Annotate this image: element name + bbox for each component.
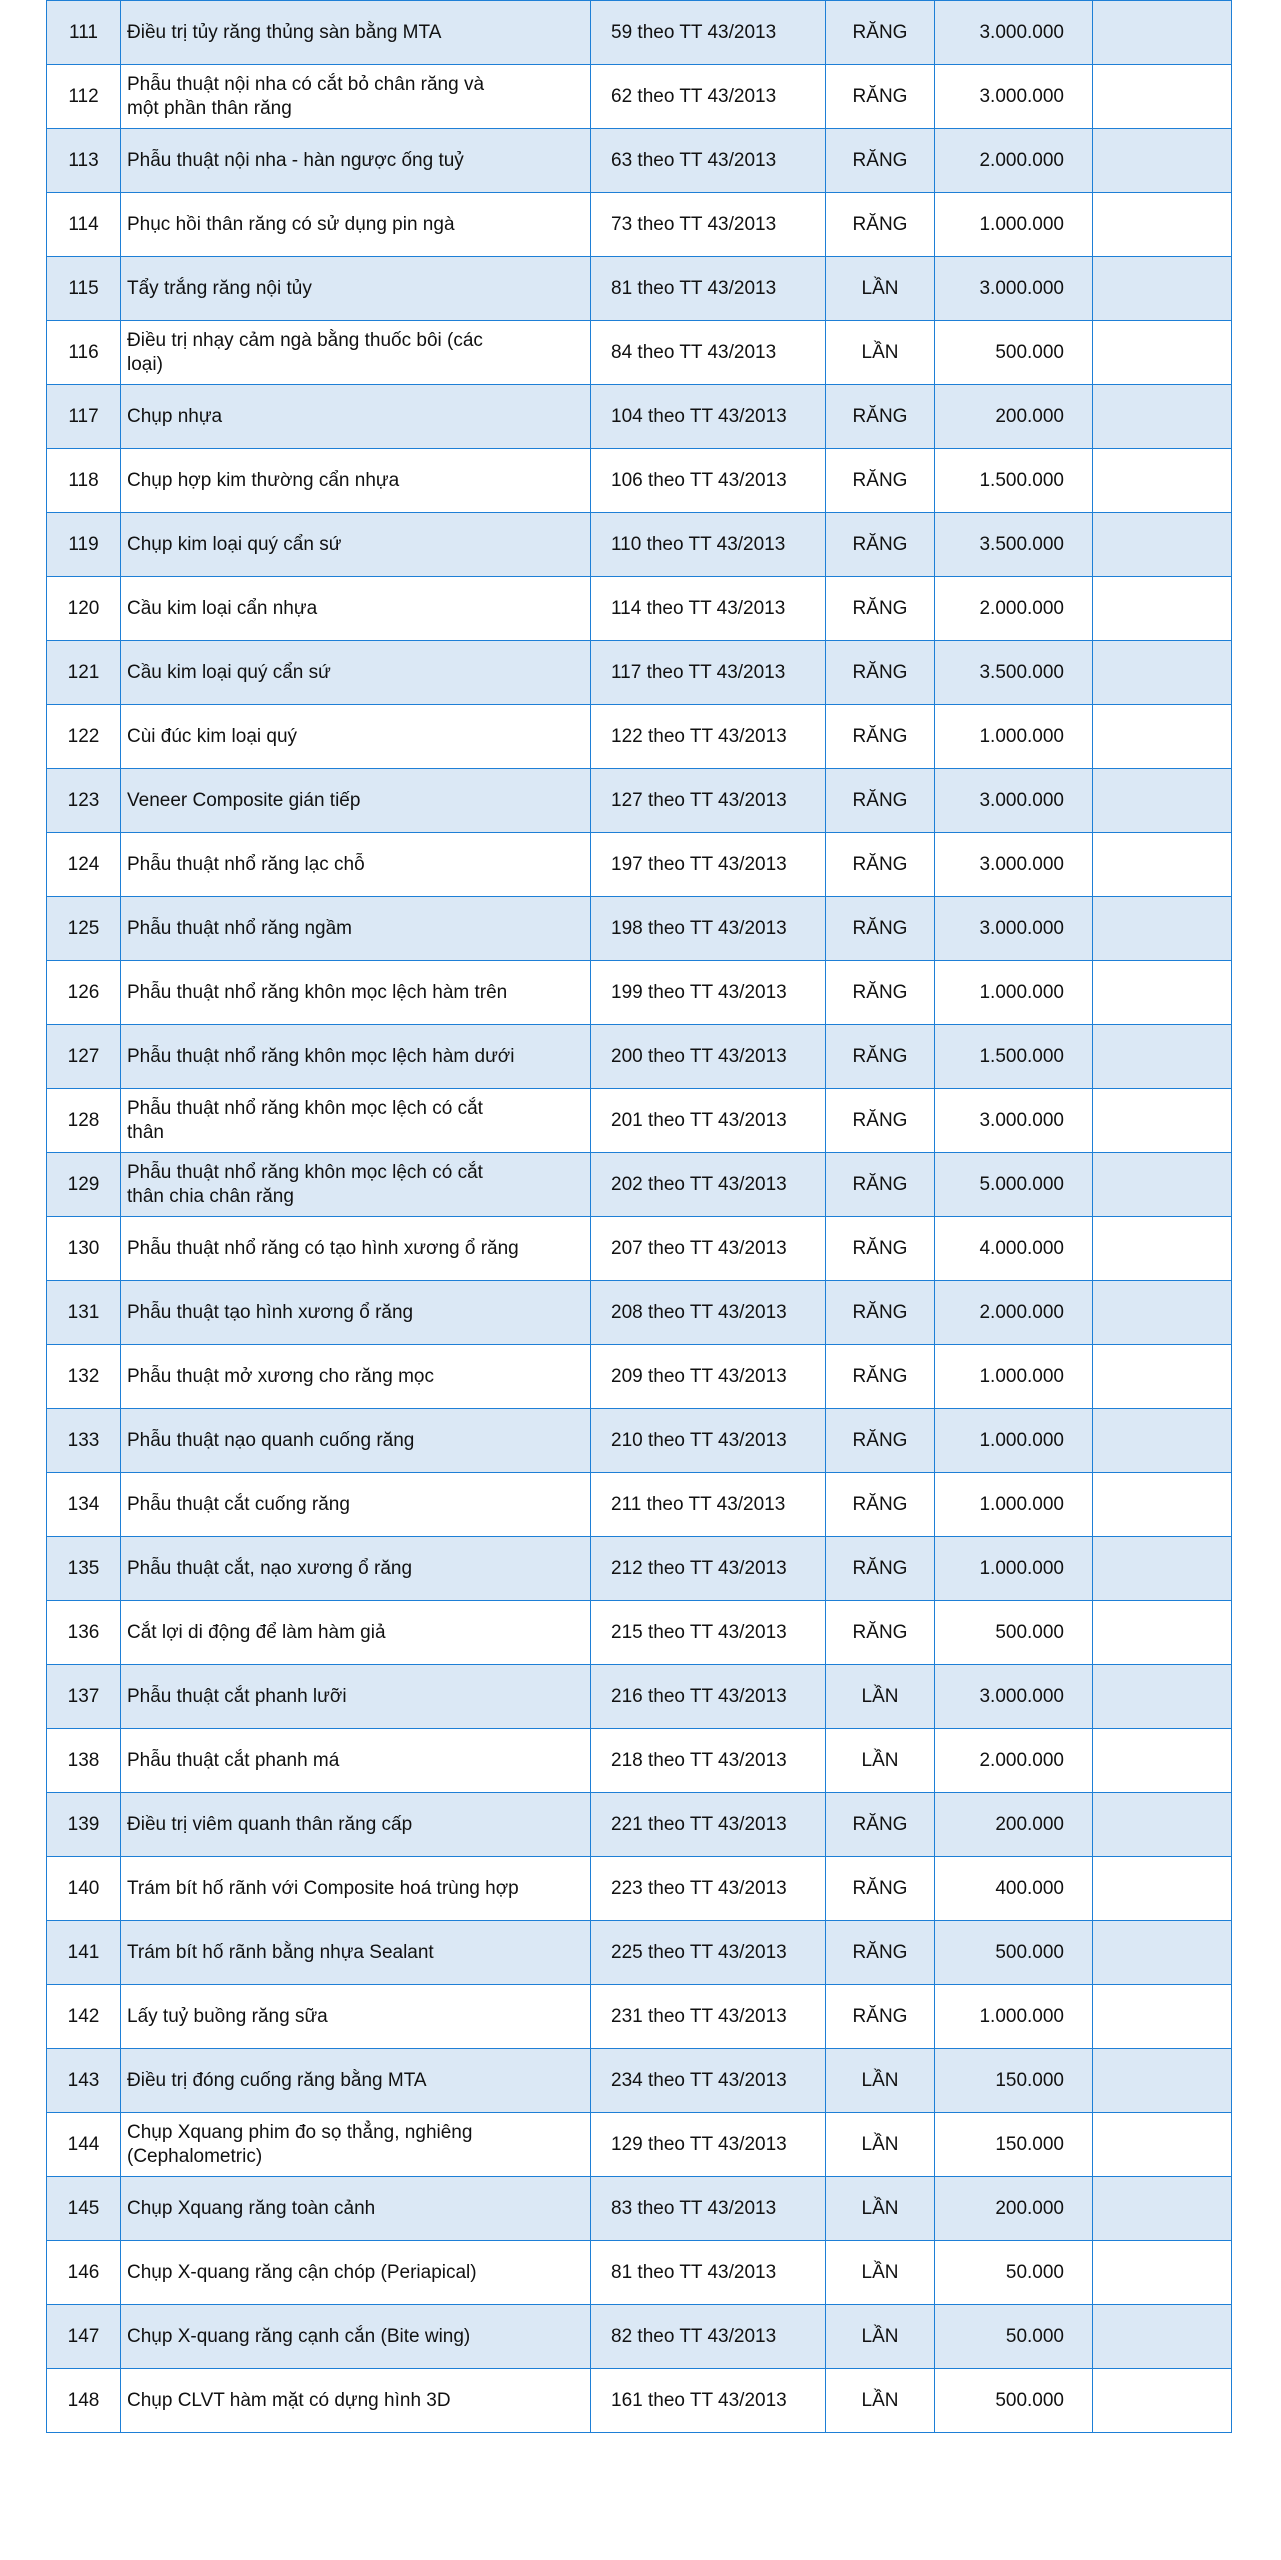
unit: RĂNG [826,1473,935,1537]
service-name: Veneer Composite gián tiếp [121,769,591,833]
row-number: 141 [47,1921,121,1985]
table-row [47,1857,1232,1921]
service-name: Cùi đúc kim loại quý [121,705,591,769]
table-row [47,1665,1232,1729]
row-number: 134 [47,1473,121,1537]
regulation-reference: 104 theo TT 43/2013 [591,385,826,449]
row-number: 130 [47,1217,121,1281]
service-name: Điều trị đóng cuống răng bằng MTA [121,2049,591,2113]
table-row [47,1217,1232,1281]
regulation-reference: 221 theo TT 43/2013 [591,1793,826,1857]
unit: LẦN [826,2113,935,2177]
regulation-reference: 216 theo TT 43/2013 [591,1665,826,1729]
price: 3.000.000 [935,769,1093,833]
regulation-reference: 122 theo TT 43/2013 [591,705,826,769]
service-name: Chụp X-quang răng cạnh cắn (Bite wing) [121,2305,591,2369]
row-number: 119 [47,513,121,577]
service-name: Phẫu thuật nhổ răng khôn mọc lệch có cắt thân [121,1089,591,1153]
row-number: 116 [47,321,121,385]
price: 1.000.000 [935,1985,1093,2049]
regulation-reference: 223 theo TT 43/2013 [591,1857,826,1921]
unit: RĂNG [826,1281,935,1345]
service-name: Phẫu thuật nội nha có cắt bỏ chân răng và một phần thân răng [121,65,591,129]
price: 2.000.000 [935,129,1093,193]
row-number: 120 [47,577,121,641]
unit: RĂNG [826,1217,935,1281]
table-row [47,705,1232,769]
price: 1.000.000 [935,961,1093,1025]
unit: LẦN [826,2305,935,2369]
row-number: 123 [47,769,121,833]
table-row [47,2177,1232,2241]
row-number: 137 [47,1665,121,1729]
table-row [47,577,1232,641]
service-name: Phẫu thuật cắt phanh lưỡi [121,1665,591,1729]
unit: RĂNG [826,1153,935,1217]
row-number: 129 [47,1153,121,1217]
price: 3.000.000 [935,1089,1093,1153]
table-row [47,257,1232,321]
service-name: Điều trị viêm quanh thân răng cấp [121,1793,591,1857]
table-row [47,2241,1232,2305]
table-row [47,1473,1232,1537]
service-name: Phẫu thuật nhổ răng khôn mọc lệch có cắt thân chia chân răng [121,1153,591,1217]
note-cell [1093,2177,1232,2241]
service-name: Phẫu thuật cắt cuống răng [121,1473,591,1537]
row-number: 133 [47,1409,121,1473]
unit: RĂNG [826,1921,935,1985]
unit: RĂNG [826,1025,935,1089]
row-number: 125 [47,897,121,961]
regulation-reference: 73 theo TT 43/2013 [591,193,826,257]
service-name: Phẫu thuật nhổ răng khôn mọc lệch hàm dưới [121,1025,591,1089]
price: 200.000 [935,385,1093,449]
table-row [47,1409,1232,1473]
note-cell [1093,193,1232,257]
unit: RĂNG [826,129,935,193]
regulation-reference: 117 theo TT 43/2013 [591,641,826,705]
note-cell [1093,705,1232,769]
unit: RĂNG [826,769,935,833]
service-name: Trám bít hố rãnh bằng nhựa Sealant [121,1921,591,1985]
regulation-reference: 62 theo TT 43/2013 [591,65,826,129]
service-name: Phẫu thuật cắt phanh má [121,1729,591,1793]
unit: RĂNG [826,193,935,257]
price: 3.000.000 [935,897,1093,961]
note-cell [1093,577,1232,641]
unit: RĂNG [826,897,935,961]
unit: RĂNG [826,641,935,705]
unit: LẦN [826,321,935,385]
regulation-reference: 59 theo TT 43/2013 [591,1,826,65]
service-name: Phẫu thuật nhổ răng ngầm [121,897,591,961]
row-number: 128 [47,1089,121,1153]
price: 200.000 [935,1793,1093,1857]
row-number: 127 [47,1025,121,1089]
note-cell [1093,513,1232,577]
service-name: Cắt lợi di động để làm hàm giả [121,1601,591,1665]
price: 400.000 [935,1857,1093,1921]
table-row [47,321,1232,385]
row-number: 139 [47,1793,121,1857]
regulation-reference: 198 theo TT 43/2013 [591,897,826,961]
regulation-reference: 209 theo TT 43/2013 [591,1345,826,1409]
service-name: Chụp CLVT hàm mặt có dựng hình 3D [121,2369,591,2433]
service-name: Chụp Xquang răng toàn cảnh [121,2177,591,2241]
price: 150.000 [935,2049,1093,2113]
table-row [47,1921,1232,1985]
note-cell [1093,2369,1232,2433]
note-cell [1093,449,1232,513]
price: 3.500.000 [935,641,1093,705]
price: 150.000 [935,2113,1093,2177]
unit: LẦN [826,1665,935,1729]
price: 200.000 [935,2177,1093,2241]
unit: RĂNG [826,385,935,449]
unit: RĂNG [826,1857,935,1921]
price: 5.000.000 [935,1153,1093,1217]
table-row [47,1345,1232,1409]
service-name: Phẫu thuật tạo hình xương ổ răng [121,1281,591,1345]
note-cell [1093,769,1232,833]
unit: RĂNG [826,65,935,129]
table-row [47,833,1232,897]
row-number: 131 [47,1281,121,1345]
unit: RĂNG [826,1793,935,1857]
row-number: 122 [47,705,121,769]
price: 50.000 [935,2305,1093,2369]
table-row [47,2305,1232,2369]
row-number: 142 [47,1985,121,2049]
unit: LẦN [826,1729,935,1793]
table-row [47,1601,1232,1665]
regulation-reference: 81 theo TT 43/2013 [591,2241,826,2305]
row-number: 118 [47,449,121,513]
table-row [47,2369,1232,2433]
service-name: Phẫu thuật nạo quanh cuống răng [121,1409,591,1473]
table-body [47,1,1232,2433]
service-name: Phẫu thuật mở xương cho răng mọc [121,1345,591,1409]
table-row [47,1089,1232,1153]
service-name: Chụp kim loại quý cẩn sứ [121,513,591,577]
table-row [47,385,1232,449]
regulation-reference: 106 theo TT 43/2013 [591,449,826,513]
service-name: Điều trị tủy răng thủng sàn bằng MTA [121,1,591,65]
unit: RĂNG [826,1089,935,1153]
service-name: Cầu kim loại quý cẩn sứ [121,641,591,705]
regulation-reference: 215 theo TT 43/2013 [591,1601,826,1665]
price: 500.000 [935,1601,1093,1665]
unit: RĂNG [826,705,935,769]
regulation-reference: 208 theo TT 43/2013 [591,1281,826,1345]
regulation-reference: 84 theo TT 43/2013 [591,321,826,385]
unit: RĂNG [826,577,935,641]
price: 3.000.000 [935,257,1093,321]
table-row [47,2049,1232,2113]
regulation-reference: 202 theo TT 43/2013 [591,1153,826,1217]
price: 3.000.000 [935,833,1093,897]
price-table [46,0,1232,2433]
regulation-reference: 234 theo TT 43/2013 [591,2049,826,2113]
regulation-reference: 231 theo TT 43/2013 [591,1985,826,2049]
note-cell [1093,833,1232,897]
service-name: Phẫu thuật nhổ răng khôn mọc lệch hàm trên [121,961,591,1025]
price: 1.000.000 [935,1473,1093,1537]
price: 50.000 [935,2241,1093,2305]
regulation-reference: 83 theo TT 43/2013 [591,2177,826,2241]
service-name: Phẫu thuật nhổ răng lạc chỗ [121,833,591,897]
service-name: Điều trị nhạy cảm ngà bằng thuốc bôi (các loại) [121,321,591,385]
regulation-reference: 199 theo TT 43/2013 [591,961,826,1025]
service-name: Cầu kim loại cẩn nhựa [121,577,591,641]
note-cell [1093,257,1232,321]
note-cell [1093,65,1232,129]
row-number: 146 [47,2241,121,2305]
price: 3.000.000 [935,1665,1093,1729]
table-row [47,1153,1232,1217]
table-row [47,1537,1232,1601]
regulation-reference: 225 theo TT 43/2013 [591,1921,826,1985]
note-cell [1093,1857,1232,1921]
price: 3.000.000 [935,1,1093,65]
table-row [47,1,1232,65]
price: 2.000.000 [935,1281,1093,1345]
price: 500.000 [935,321,1093,385]
price: 1.000.000 [935,1537,1093,1601]
unit: LẦN [826,257,935,321]
table-row [47,641,1232,705]
note-cell [1093,1985,1232,2049]
row-number: 148 [47,2369,121,2433]
regulation-reference: 110 theo TT 43/2013 [591,513,826,577]
note-cell [1093,2049,1232,2113]
table-row [47,2113,1232,2177]
note-cell [1093,1537,1232,1601]
unit: RĂNG [826,1345,935,1409]
row-number: 136 [47,1601,121,1665]
table-row [47,513,1232,577]
table-row [47,769,1232,833]
note-cell [1093,1921,1232,1985]
service-name: Phẫu thuật nội nha - hàn ngược ống tuỷ [121,129,591,193]
note-cell [1093,1601,1232,1665]
note-cell [1093,897,1232,961]
table-row [47,1985,1232,2049]
row-number: 132 [47,1345,121,1409]
regulation-reference: 197 theo TT 43/2013 [591,833,826,897]
row-number: 145 [47,2177,121,2241]
service-name: Chụp Xquang phim đo sọ thẳng, nghiêng (Cephalometric) [121,2113,591,2177]
row-number: 115 [47,257,121,321]
row-number: 143 [47,2049,121,2113]
regulation-reference: 129 theo TT 43/2013 [591,2113,826,2177]
regulation-reference: 114 theo TT 43/2013 [591,577,826,641]
note-cell [1093,1281,1232,1345]
note-cell [1093,2113,1232,2177]
note-cell [1093,641,1232,705]
note-cell [1093,1,1232,65]
table-row [47,897,1232,961]
row-number: 113 [47,129,121,193]
row-number: 140 [47,1857,121,1921]
unit: RĂNG [826,1985,935,2049]
regulation-reference: 212 theo TT 43/2013 [591,1537,826,1601]
service-name: Chụp nhựa [121,385,591,449]
price: 1.000.000 [935,1409,1093,1473]
price: 1.000.000 [935,193,1093,257]
unit: RĂNG [826,1601,935,1665]
price: 1.500.000 [935,1025,1093,1089]
unit: RĂNG [826,1,935,65]
unit: LẦN [826,2177,935,2241]
note-cell [1093,961,1232,1025]
note-cell [1093,1217,1232,1281]
regulation-reference: 210 theo TT 43/2013 [591,1409,826,1473]
price: 1.000.000 [935,1345,1093,1409]
service-name: Phục hồi thân răng có sử dụng pin ngà [121,193,591,257]
row-number: 147 [47,2305,121,2369]
row-number: 112 [47,65,121,129]
row-number: 121 [47,641,121,705]
note-cell [1093,1665,1232,1729]
service-name: Chụp X-quang răng cận chóp (Periapical) [121,2241,591,2305]
table-row [47,449,1232,513]
unit: RĂNG [826,1409,935,1473]
regulation-reference: 218 theo TT 43/2013 [591,1729,826,1793]
regulation-reference: 82 theo TT 43/2013 [591,2305,826,2369]
row-number: 111 [47,1,121,65]
service-name: Tẩy trắng răng nội tủy [121,257,591,321]
price: 2.000.000 [935,577,1093,641]
regulation-reference: 201 theo TT 43/2013 [591,1089,826,1153]
regulation-reference: 200 theo TT 43/2013 [591,1025,826,1089]
row-number: 117 [47,385,121,449]
note-cell [1093,1729,1232,1793]
regulation-reference: 207 theo TT 43/2013 [591,1217,826,1281]
price: 1.500.000 [935,449,1093,513]
regulation-reference: 81 theo TT 43/2013 [591,257,826,321]
regulation-reference: 127 theo TT 43/2013 [591,769,826,833]
note-cell [1093,1345,1232,1409]
price: 500.000 [935,2369,1093,2433]
note-cell [1093,1025,1232,1089]
row-number: 114 [47,193,121,257]
row-number: 135 [47,1537,121,1601]
note-cell [1093,1153,1232,1217]
unit: RĂNG [826,449,935,513]
unit: RĂNG [826,961,935,1025]
table-row [47,193,1232,257]
service-name: Phẫu thuật nhổ răng có tạo hình xương ổ răng [121,1217,591,1281]
regulation-reference: 63 theo TT 43/2013 [591,129,826,193]
table-row [47,1729,1232,1793]
service-name: Lấy tuỷ buồng răng sữa [121,1985,591,2049]
service-name: Chụp hợp kim thường cẩn nhựa [121,449,591,513]
price: 3.000.000 [935,65,1093,129]
unit: LẦN [826,2241,935,2305]
row-number: 126 [47,961,121,1025]
table-row [47,961,1232,1025]
note-cell [1093,2305,1232,2369]
service-name: Phẫu thuật cắt, nạo xương ổ răng [121,1537,591,1601]
price: 4.000.000 [935,1217,1093,1281]
note-cell [1093,1473,1232,1537]
unit: RĂNG [826,833,935,897]
table-row [47,129,1232,193]
unit: RĂNG [826,1537,935,1601]
unit: LẦN [826,2049,935,2113]
table-row [47,65,1232,129]
note-cell [1093,1793,1232,1857]
unit: RĂNG [826,513,935,577]
table-row [47,1025,1232,1089]
regulation-reference: 211 theo TT 43/2013 [591,1473,826,1537]
note-cell [1093,1409,1232,1473]
row-number: 124 [47,833,121,897]
row-number: 138 [47,1729,121,1793]
note-cell [1093,321,1232,385]
note-cell [1093,129,1232,193]
row-number: 144 [47,2113,121,2177]
regulation-reference: 161 theo TT 43/2013 [591,2369,826,2433]
note-cell [1093,1089,1232,1153]
table-row [47,1281,1232,1345]
price: 1.000.000 [935,705,1093,769]
table-row [47,1793,1232,1857]
price: 2.000.000 [935,1729,1093,1793]
note-cell [1093,2241,1232,2305]
service-name: Trám bít hố rãnh với Composite hoá trùng hợp [121,1857,591,1921]
price: 500.000 [935,1921,1093,1985]
note-cell [1093,385,1232,449]
unit: LẦN [826,2369,935,2433]
price: 3.500.000 [935,513,1093,577]
